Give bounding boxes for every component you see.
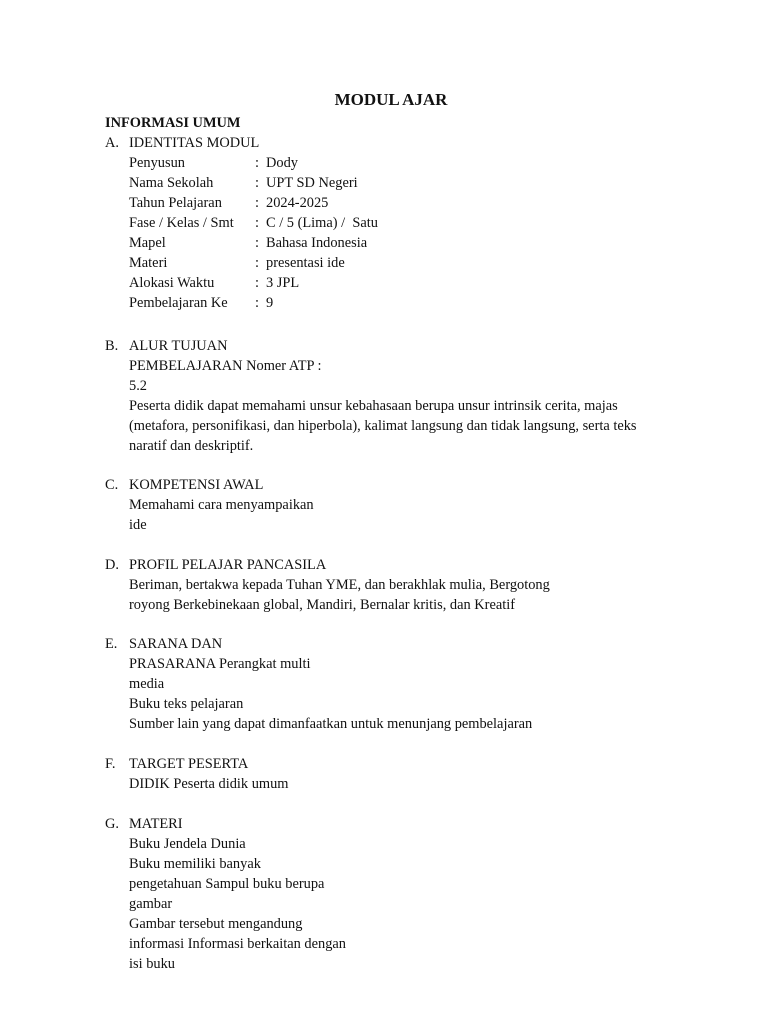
section-b-line: 5.2 (129, 378, 147, 394)
identity-row (129, 273, 708, 293)
section-d-line: royong Berkebinekaan global, Mandiri, Bernalar kritis, dan Kreatif (129, 597, 516, 613)
identity-separator: : (255, 155, 259, 171)
section-f-line: DIDIK Peserta didik umum (129, 776, 289, 792)
identity-label: Materi (129, 255, 168, 271)
identity-label: Pembelajaran Ke (129, 295, 228, 311)
section-c (105, 475, 708, 535)
section-g-line: Gambar tersebut mengandung (129, 916, 303, 932)
section-e (105, 634, 708, 734)
section-c-line: ide (129, 517, 147, 533)
section-e-line: PRASARANA Perangkat multi (129, 656, 311, 672)
identity-separator: : (255, 215, 259, 231)
identity-row (129, 153, 708, 173)
identity-row (129, 213, 708, 233)
section-c-marker: C. (105, 477, 119, 493)
section-b-line: PEMBELAJARAN Nomer ATP : (129, 358, 322, 374)
section-d (105, 555, 708, 615)
identity-value: presentasi ide (266, 255, 345, 271)
identity-row (129, 193, 708, 213)
identity-label: Penyusun (129, 155, 185, 171)
identity-separator: : (255, 235, 259, 251)
identity-row (129, 253, 708, 273)
section-e-line: SARANA DAN (129, 636, 223, 652)
section-g-line: isi buku (129, 956, 175, 972)
section-e-line: Sumber lain yang dapat dimanfaatkan untuk menunjang pembelajaran (129, 716, 533, 732)
identity-value: C / 5 (Lima) / Satu (266, 215, 378, 231)
section-c-line: KOMPETENSI AWAL (129, 477, 264, 493)
section-d-line: Beriman, bertakwa kepada Tuhan YME, dan berakhlak mulia, Bergotong (129, 577, 550, 593)
identity-value: 3 JPL (266, 275, 300, 291)
identity-value: UPT SD Negeri (266, 175, 358, 191)
section-f (105, 754, 708, 794)
section-g-line: pengetahuan Sampul buku berupa (129, 876, 325, 892)
identity-label: Fase / Kelas / Smt (129, 215, 234, 231)
section-g-line: informasi Informasi berkaitan dengan (129, 936, 346, 952)
section-c-line: Memahami cara menyampaikan (129, 497, 314, 513)
identity-value: Dody (266, 155, 298, 171)
identity-value: 9 (266, 295, 274, 311)
section-b-marker: B. (105, 338, 119, 354)
section-e-line: media (129, 676, 165, 692)
section-e-marker: E. (105, 636, 118, 652)
section-f-line: TARGET PESERTA (129, 756, 249, 772)
identity-label: Alokasi Waktu (129, 275, 215, 291)
section-g (105, 814, 708, 974)
identity-label: Nama Sekolah (129, 175, 214, 191)
general-info-heading: INFORMASI UMUM (105, 115, 241, 131)
identity-separator: : (255, 255, 259, 271)
section-b (105, 336, 708, 456)
section-f-marker: F. (105, 756, 116, 772)
identity-row (129, 293, 708, 313)
identity-label: Mapel (129, 235, 166, 251)
section-g-line: Buku Jendela Dunia (129, 836, 246, 852)
identity-row (129, 233, 708, 253)
identity-separator: : (255, 175, 259, 191)
section-g-line: MATERI (129, 816, 183, 832)
section-g-line: gambar (129, 896, 173, 912)
identity-label: Tahun Pelajaran (129, 195, 222, 211)
identity-row (129, 173, 708, 193)
identity-value: Bahasa Indonesia (266, 235, 368, 251)
section-b-line: ALUR TUJUAN (129, 338, 228, 354)
document-title: MODUL AJAR (334, 90, 448, 109)
section-a-marker: A. (105, 135, 119, 151)
section-a-heading: IDENTITAS MODUL (129, 135, 260, 151)
section-e-line: Buku teks pelajaran (129, 696, 244, 712)
identity-separator: : (255, 295, 259, 311)
section-d-marker: D. (105, 557, 119, 573)
section-b-paragraph: Peserta didik dapat memahami unsur kebahasaan berupa unsur intrinsik cerita, majas (metafora, personifikasi, dan hiperbola), kalimat langsung dan tidak langsung, serta teks naratif dan deskriptif. (129, 398, 637, 454)
identity-table (129, 153, 708, 313)
identity-separator: : (255, 275, 259, 291)
identity-value: 2024-2025 (266, 195, 329, 211)
section-a (105, 133, 708, 313)
section-g-marker: G. (105, 816, 119, 832)
identity-separator: : (255, 195, 259, 211)
section-g-line: Buku memiliki banyak (129, 856, 261, 872)
section-d-line: PROFIL PELAJAR PANCASILA (129, 557, 327, 573)
